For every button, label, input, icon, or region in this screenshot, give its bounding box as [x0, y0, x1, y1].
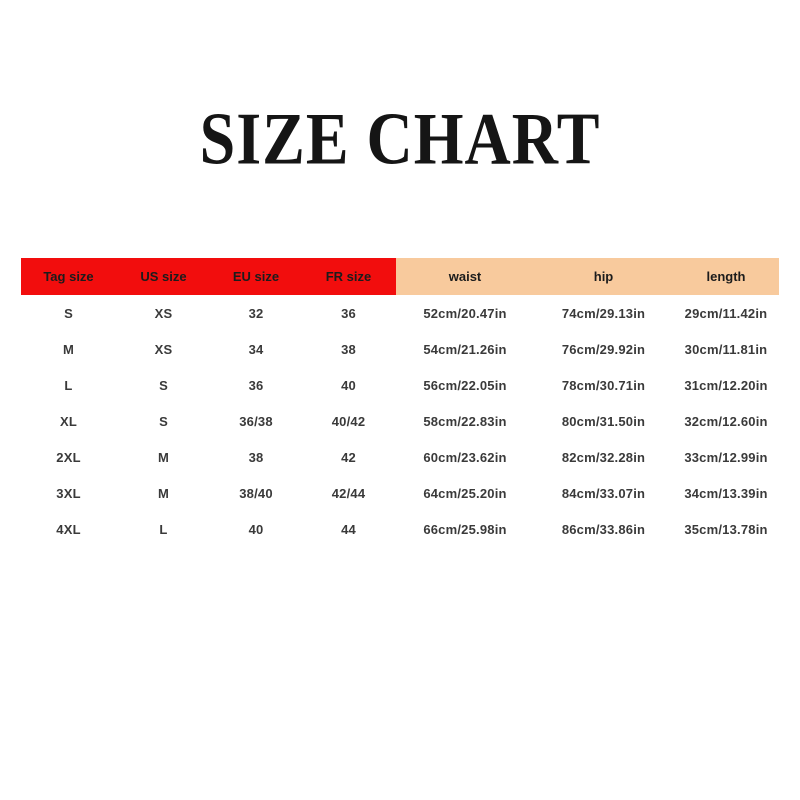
table-cell-eu-size: 34 [248, 341, 264, 357]
table-cell-length: 29cm/11.42in [684, 305, 768, 321]
table-row [21, 295, 779, 331]
table-cell-hip: 78cm/30.71in [561, 377, 646, 393]
column-header-waist: waist [396, 258, 534, 295]
table-cell-us-size: S [159, 377, 168, 393]
table-cell-tag-size: S [64, 305, 73, 321]
table-cell-hip: 80cm/31.50in [561, 413, 646, 429]
table-row [21, 475, 779, 511]
table-cell-waist: 56cm/22.05in [423, 377, 507, 393]
table-cell-eu-size: 38 [248, 449, 264, 465]
table-cell-us-size: XS [154, 341, 173, 357]
table-cell-hip: 82cm/32.28in [561, 449, 646, 465]
table-cell-length: 35cm/13.78in [684, 521, 768, 537]
table-cell-waist: 60cm/23.62in [423, 449, 507, 465]
table-cell-length: 30cm/11.81in [684, 341, 768, 357]
table-cell-tag-size: 4XL [56, 521, 81, 537]
table-cell-fr-size: 36 [341, 305, 356, 321]
table-cell-length: 33cm/12.99in [684, 449, 768, 465]
size-table [21, 258, 779, 547]
table-cell-length: 32cm/12.60in [684, 413, 768, 429]
table-cell-length: 31cm/12.20in [684, 377, 768, 393]
table-cell-tag-size: L [64, 377, 73, 393]
table-cell-fr-size: 42/44 [331, 485, 366, 501]
table-row [21, 403, 779, 439]
table-cell-eu-size: 38/40 [239, 485, 273, 501]
table-cell-waist: 58cm/22.83in [423, 413, 507, 429]
table-cell-hip: 74cm/29.13in [561, 305, 646, 321]
table-cell-tag-size: XL [59, 413, 77, 429]
table-cell-tag-size: 3XL [56, 485, 81, 501]
table-cell-us-size: L [159, 521, 168, 537]
table-cell-fr-size: 42 [341, 449, 356, 465]
table-row [21, 511, 779, 547]
table-cell-eu-size: 40 [248, 521, 264, 537]
table-cell-eu-size: 36 [248, 377, 264, 393]
table-cell-hip: 86cm/33.86in [561, 521, 646, 537]
column-header-eu-size: EU size [211, 258, 301, 295]
page-title: SIZE CHART [199, 97, 601, 180]
table-cell-us-size: XS [154, 305, 173, 321]
table-body [21, 295, 779, 547]
table-cell-fr-size: 38 [341, 341, 356, 357]
column-header-tag-size: Tag size [21, 258, 116, 295]
table-cell-eu-size: 36/38 [239, 413, 273, 429]
table-cell-waist: 52cm/20.47in [423, 305, 507, 321]
column-header-fr-size: FR size [301, 258, 396, 295]
table-cell-fr-size: 40/42 [331, 413, 366, 429]
table-cell-hip: 84cm/33.07in [561, 485, 646, 501]
table-cell-length: 34cm/13.39in [684, 485, 768, 501]
table-cell-fr-size: 40 [341, 377, 356, 393]
table-header-row [21, 258, 779, 295]
table-cell-us-size: M [157, 449, 170, 465]
table-cell-us-size: M [157, 485, 170, 501]
column-header-hip: hip [534, 258, 673, 295]
table-cell-hip: 76cm/29.92in [561, 341, 646, 357]
table-cell-waist: 54cm/21.26in [423, 341, 507, 357]
table-cell-eu-size: 32 [248, 305, 264, 321]
table-row [21, 331, 779, 367]
table-row [21, 367, 779, 403]
column-header-us-size: US size [116, 258, 211, 295]
table-cell-tag-size: 2XL [56, 449, 81, 465]
table-row [21, 439, 779, 475]
table-cell-tag-size: M [62, 341, 75, 357]
table-cell-waist: 66cm/25.98in [423, 521, 507, 537]
table-cell-fr-size: 44 [341, 521, 356, 537]
column-header-length: length [673, 258, 779, 295]
table-cell-us-size: S [159, 413, 168, 429]
table-cell-waist: 64cm/25.20in [423, 485, 507, 501]
